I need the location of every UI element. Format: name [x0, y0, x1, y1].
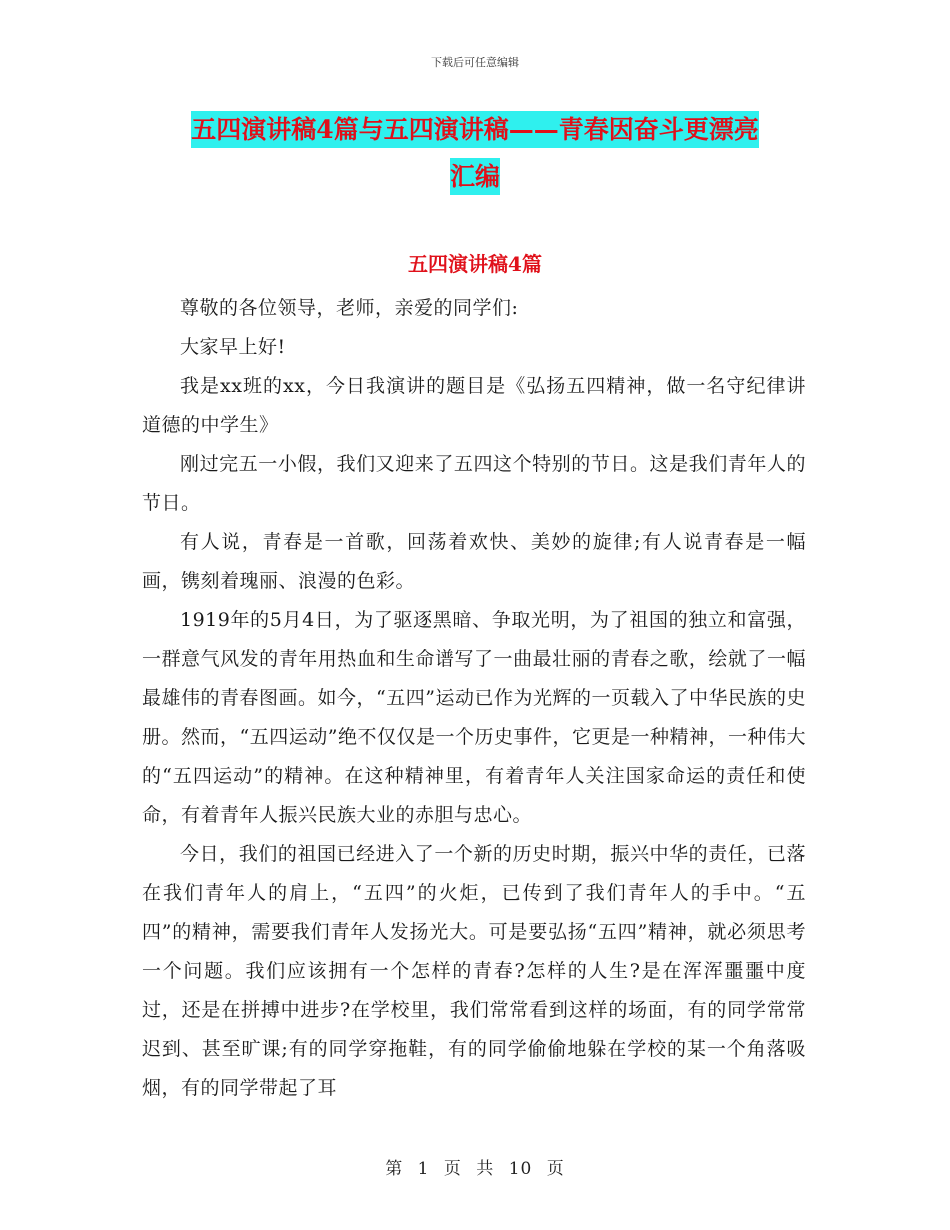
- footer-ye: 页: [443, 1159, 462, 1179]
- paragraph-greeting: 尊敬的各位领导，老师，亲爱的同学们:: [180, 297, 519, 319]
- title-line-1: 五四演讲稿4篇与五四演讲稿——青春因奋斗更漂亮: [191, 111, 758, 148]
- title-line-2: 汇编: [450, 158, 500, 195]
- section-title: 五四演讲稿4篇: [408, 252, 542, 276]
- paragraph: 刚过完五一小假，我们又迎来了五四这个特别的节日。这是我们青年人的节日。: [142, 453, 806, 514]
- footer-ye: 页: [546, 1159, 565, 1179]
- header-note: 下载后可任意编辑: [431, 56, 519, 69]
- page-number: 1: [417, 1159, 430, 1179]
- total-pages: 10: [508, 1159, 533, 1179]
- paragraph: 今日，我们的祖国已经进入了一个新的历史时期，振兴中华的责任，已落在我们青年人的肩上，“五四”的火炬，已传到了我们青年人的手中。“五四”的精神，需要我们青年人发扬光大。可是要弘扬“五四”精神，就必须思考一个问题。我们应该拥有一个怎样的青春?怎样的人生?是在浑浑噩噩中度过，还是在拼搏中进步?在学校里，我们常常看到这样的场面，有的同学常常迟到、甚至旷课;有的同学穿拖鞋，有的同学偷偷地躲在学校的某一个角落吸烟，有的同学带起了耳: [142, 843, 806, 1099]
- document-title: [150, 106, 800, 200]
- page-footer: [0, 1154, 950, 1179]
- body-text: [142, 289, 806, 1108]
- paragraph-intro: 我是xx班的xx，今日我演讲的题目是《弘扬五四精神，做一名守纪律讲道德的中学生》: [142, 375, 806, 436]
- paragraph: 有人说，青春是一首歌，回荡着欢快、美妙的旋律;有人说青春是一幅画，镌刻着瑰丽、浪漫的色彩。: [142, 531, 806, 592]
- paragraph: 1919年的5月4日，为了驱逐黑暗、争取光明，为了祖国的独立和富强，一群意气风发的青年用热血和生命谱写了一曲最壮丽的青春之歌，绘就了一幅最雄伟的青春图画。如今，“五四”运动已作为光辉的一页载入了中华民族的史册。然而，“五四运动”绝不仅仅是一个历史事件，它更是一种精神，一种伟大的“五四运动”的精神。在这种精神里，有着青年人关注国家命运的责任和使命，有着青年人振兴民族大业的赤胆与忠心。: [142, 609, 806, 826]
- footer-di: 第: [385, 1159, 404, 1179]
- footer-gong: 共: [476, 1159, 495, 1179]
- paragraph-morning: 大家早上好!: [180, 336, 286, 358]
